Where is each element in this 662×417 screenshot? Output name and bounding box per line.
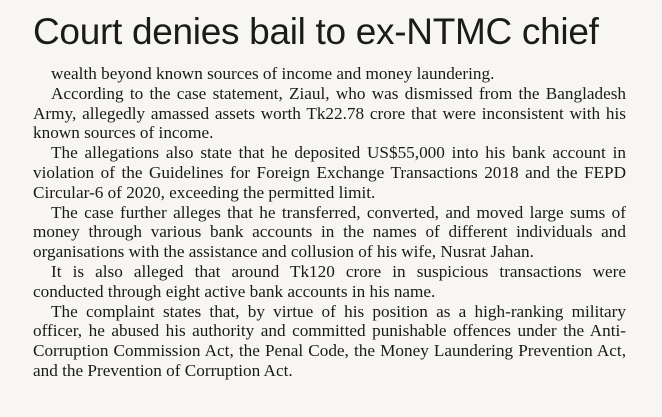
paragraph-money-transfers: The case further alleges that he transferred, converted, and moved large sums of money through various bank accounts in the names of different individuals and organisations with the assistance and collusion of his wife, Nusrat Jahan. (33, 202, 626, 262)
paragraph-continuation: wealth beyond known sources of income and money laundering. (51, 64, 495, 83)
paragraph-allegations-deposit: The allegations also state that he deposited US$55,000 into his bank account in violation of the Guidelines for Foreign Exchange Transactions 2018 and the FEPD Circular-6 of 2020, exceeding the permitted limit. (33, 143, 626, 202)
headline: Court denies bail to ex-NTMC chief (33, 11, 599, 52)
article-body (33, 64, 626, 381)
paragraph-complaint: The complaint states that, by virtue of his position as a high-ranking military officer, he abused his authority and committed punishable offences under the Anti-Corruption Commission Act, the Penal Code, the Money Laundering Prevention Act, and the Prevention of Corruption Act. (33, 301, 626, 380)
paragraph-suspicious-transactions: It is also alleged that around Tk120 crore in suspicious transactions were conducted through eight active bank accounts in his name. (33, 261, 626, 301)
paragraph-case-statement: According to the case statement, Ziaul, who was dismissed from the Bangladesh Army, allegedly amassed assets worth Tk22.78 crore that were inconsistent with his known sources of income. (33, 83, 626, 143)
